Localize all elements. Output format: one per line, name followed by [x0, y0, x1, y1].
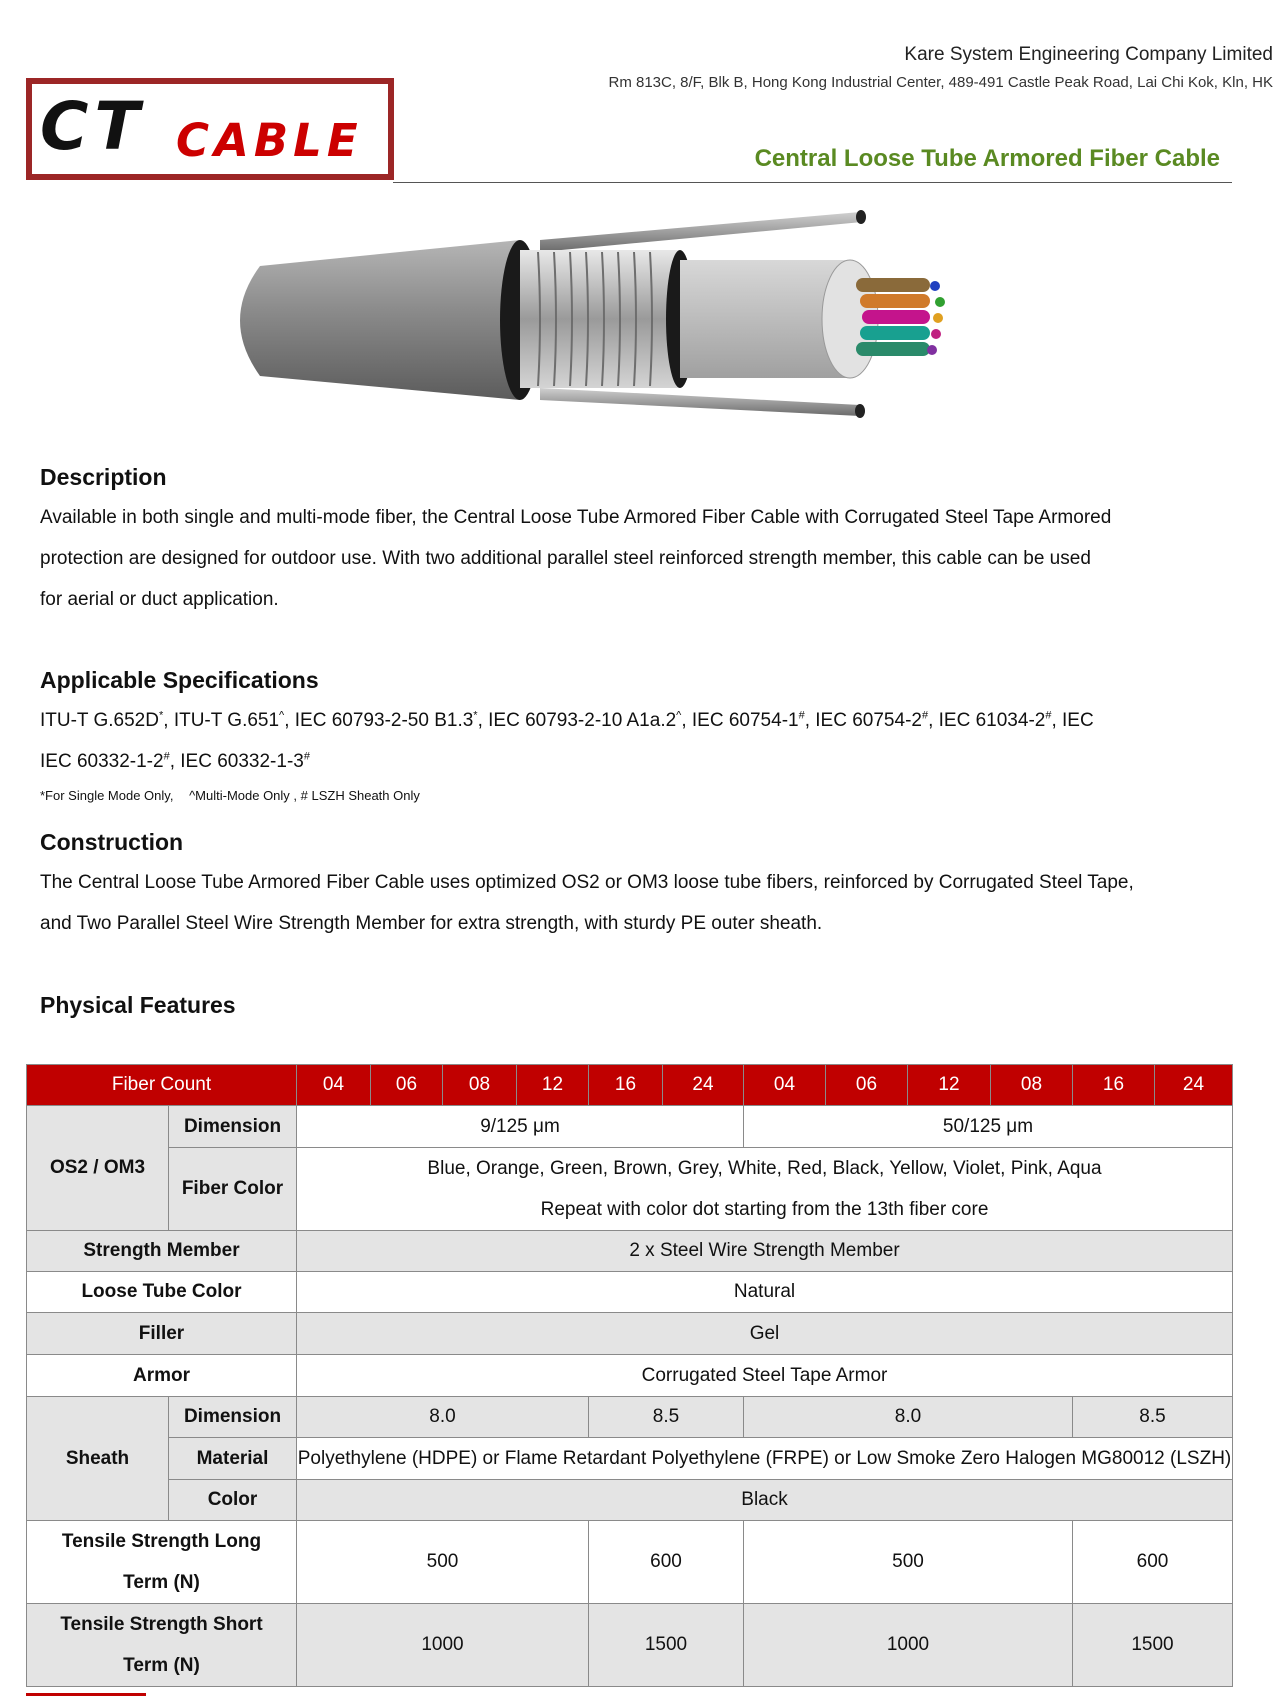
- tensile-short-label: [27, 1604, 297, 1687]
- armor-label: Armor: [27, 1355, 297, 1397]
- tensile-short-value: 1500: [1073, 1604, 1233, 1687]
- spec-item: IEC 61034-2: [938, 710, 1046, 731]
- tensile-short-label-line: Term (N): [123, 1655, 200, 1676]
- table-row: [27, 1397, 1233, 1438]
- spec-item: IEC 60754-1: [691, 710, 799, 731]
- table-row: [27, 1480, 1233, 1521]
- description-body: [40, 497, 1111, 620]
- construction-line: The Central Loose Tube Armored Fiber Cable uses optimized OS2 or OM3 loose tube fibers, reinforced by Corrugated Steel Tape,: [40, 872, 1134, 893]
- table-row: [27, 1438, 1233, 1480]
- strength-member-label: Strength Member: [27, 1231, 297, 1272]
- construction-body: [40, 862, 1134, 944]
- title-divider: [393, 182, 1232, 183]
- dimension-label: Dimension: [169, 1106, 297, 1148]
- filler-label: Filler: [27, 1313, 297, 1355]
- spec-mark: *: [158, 709, 164, 722]
- material-label: Material: [169, 1438, 297, 1480]
- color-value: Black: [297, 1480, 1233, 1521]
- construction-heading: Construction: [40, 829, 184, 855]
- fiber-count-cell: 24: [1155, 1065, 1233, 1106]
- loose-tube-value: Natural: [297, 1272, 1233, 1313]
- construction-line: and Two Parallel Steel Wire Strength Member for extra strength, with sturdy PE outer sheath.: [40, 913, 823, 934]
- spec-note: ^Multi-Mode Only , # LSZH Sheath Only: [189, 788, 420, 803]
- armor-value: Corrugated Steel Tape Armor: [297, 1355, 1233, 1397]
- spec-item: IEC 60793-2-50 B1.3: [294, 710, 474, 731]
- sheath-dimension-value: 8.5: [1073, 1397, 1233, 1438]
- fiber-count-cell: 06: [826, 1065, 908, 1106]
- strength-member-value: 2 x Steel Wire Strength Member: [297, 1231, 1233, 1272]
- tensile-short-value: 1000: [297, 1604, 589, 1687]
- fiber-count-cell: 06: [371, 1065, 443, 1106]
- fiber-color-line: Blue, Orange, Green, Brown, Grey, White, Red, Black, Yellow, Violet, Pink, Aqua: [427, 1158, 1102, 1179]
- logo-cable-text: CABLE: [176, 114, 363, 167]
- company-address: Rm 813C, 8/F, Blk B, Hong Kong Industrial Center, 489-491 Castle Peak Road, Lai Chi Kok, Kln, HK: [608, 74, 1273, 91]
- specifications-heading: Applicable Specifications: [40, 667, 319, 693]
- specifications-notes: [40, 788, 420, 803]
- table-row: [27, 1313, 1233, 1355]
- fiber-count-cell: 04: [297, 1065, 371, 1106]
- fiber-color-value: [297, 1148, 1233, 1231]
- table-row: [27, 1521, 1233, 1604]
- table-row: [27, 1231, 1233, 1272]
- tensile-short-value: 1500: [589, 1604, 744, 1687]
- description-line: Available in both single and multi-mode fiber, the Central Loose Tube Armored Fiber Cable with Corrugated Steel Tape Armored: [40, 507, 1112, 528]
- physical-features-table: [26, 1064, 1233, 1687]
- fiber-color-line: Repeat with color dot starting from the 13th fiber core: [540, 1199, 989, 1220]
- spec-mark: #: [798, 709, 805, 722]
- spec-mark: *: [473, 709, 478, 722]
- sheath-dimension-value: 8.0: [744, 1397, 1073, 1438]
- fiber-count-cell: 16: [589, 1065, 663, 1106]
- os2-om3-group-label: OS2 / OM3: [27, 1106, 169, 1231]
- spec-item: IEC 60332-1-3: [180, 751, 304, 772]
- tensile-long-value: 600: [1073, 1521, 1233, 1604]
- fiber-count-cell: 04: [744, 1065, 826, 1106]
- fiber-count-cell: 12: [517, 1065, 589, 1106]
- tensile-long-label-line: Tensile Strength Long: [61, 1531, 262, 1552]
- fiber-count-cell: 16: [1073, 1065, 1155, 1106]
- description-line: for aerial or duct application.: [40, 589, 279, 610]
- spec-item: IEC 60793-2-10 A1a.2: [488, 710, 677, 731]
- sheath-dimension-value: 8.5: [589, 1397, 744, 1438]
- spec-item: IEC 60754-2: [815, 710, 922, 731]
- table-row: [27, 1148, 1233, 1231]
- spec-mark: ^: [676, 709, 682, 722]
- dimension-om3-value: 50/125 μm: [744, 1106, 1233, 1148]
- tensile-short-value: 1000: [744, 1604, 1073, 1687]
- fiber-count-cell: 24: [663, 1065, 744, 1106]
- dimension-os2-value: 9/125 μm: [297, 1106, 744, 1148]
- tensile-long-value: 500: [744, 1521, 1073, 1604]
- tensile-long-label: [27, 1521, 297, 1604]
- color-label: Color: [169, 1480, 297, 1521]
- sheath-dimension-value: 8.0: [297, 1397, 589, 1438]
- fiber-count-header: Fiber Count: [27, 1065, 297, 1106]
- fiber-count-cell: 08: [443, 1065, 517, 1106]
- tensile-short-label-line: Tensile Strength Short: [60, 1614, 263, 1635]
- sheath-group-label: Sheath: [27, 1397, 169, 1521]
- tensile-long-label-line: Term (N): [123, 1572, 200, 1593]
- loose-tube-label: Loose Tube Color: [27, 1272, 297, 1313]
- spec-item: ITU-T G.652D: [40, 710, 159, 731]
- company-name: Kare System Engineering Company Limited: [904, 44, 1273, 65]
- spec-mark: #: [303, 750, 310, 763]
- specifications-line: ITU-T G.652D*, ITU-T G.651^, IEC 60793-2-50 B1.3*, IEC 60793-2-10 A1a.2^, IEC 60754-1#, IEC 60754-2#, IEC 61034-2#, IEC: [40, 709, 1094, 731]
- table-row: [27, 1355, 1233, 1397]
- table-row: [27, 1272, 1233, 1313]
- description-line: protection are designed for outdoor use. With two additional parallel steel reinforced strength member, this cable can be used: [40, 548, 1091, 569]
- table-row: [27, 1106, 1233, 1148]
- spec-mark: #: [921, 709, 929, 722]
- fiber-count-cell: 12: [908, 1065, 991, 1106]
- product-title: Central Loose Tube Armored Fiber Cable: [754, 145, 1220, 172]
- footer-accent-line: [26, 1693, 146, 1696]
- filler-value: Gel: [297, 1313, 1233, 1355]
- specifications-line: IEC 60332-1-2#, IEC 60332-1-3#: [40, 750, 310, 772]
- spec-mark: #: [163, 750, 170, 763]
- spec-mark: ^: [279, 709, 285, 722]
- cable-illustration: [220, 200, 1040, 460]
- spec-mark: #: [1045, 709, 1052, 722]
- table-row: [27, 1604, 1233, 1687]
- material-value: Polyethylene (HDPE) or Flame Retardant Polyethylene (FRPE) or Low Smoke Zero Halogen MG80012 (LSZH): [297, 1438, 1233, 1480]
- description-heading: Description: [40, 464, 167, 490]
- specifications-list: [40, 700, 1240, 782]
- table-header-row: [27, 1065, 1233, 1106]
- tensile-long-value: 600: [589, 1521, 744, 1604]
- physical-heading: Physical Features: [40, 992, 236, 1018]
- spec-note: *For Single Mode Only,: [40, 788, 174, 803]
- spec-item: ITU-T G.651: [173, 710, 280, 731]
- sheath-dimension-label: Dimension: [169, 1397, 297, 1438]
- fiber-color-label: Fiber Color: [169, 1148, 297, 1231]
- logo-ct-text: CT: [40, 88, 146, 165]
- tensile-long-value: 500: [297, 1521, 589, 1604]
- fiber-count-cell: 08: [991, 1065, 1073, 1106]
- spec-item: IEC 60332-1-2: [40, 751, 164, 772]
